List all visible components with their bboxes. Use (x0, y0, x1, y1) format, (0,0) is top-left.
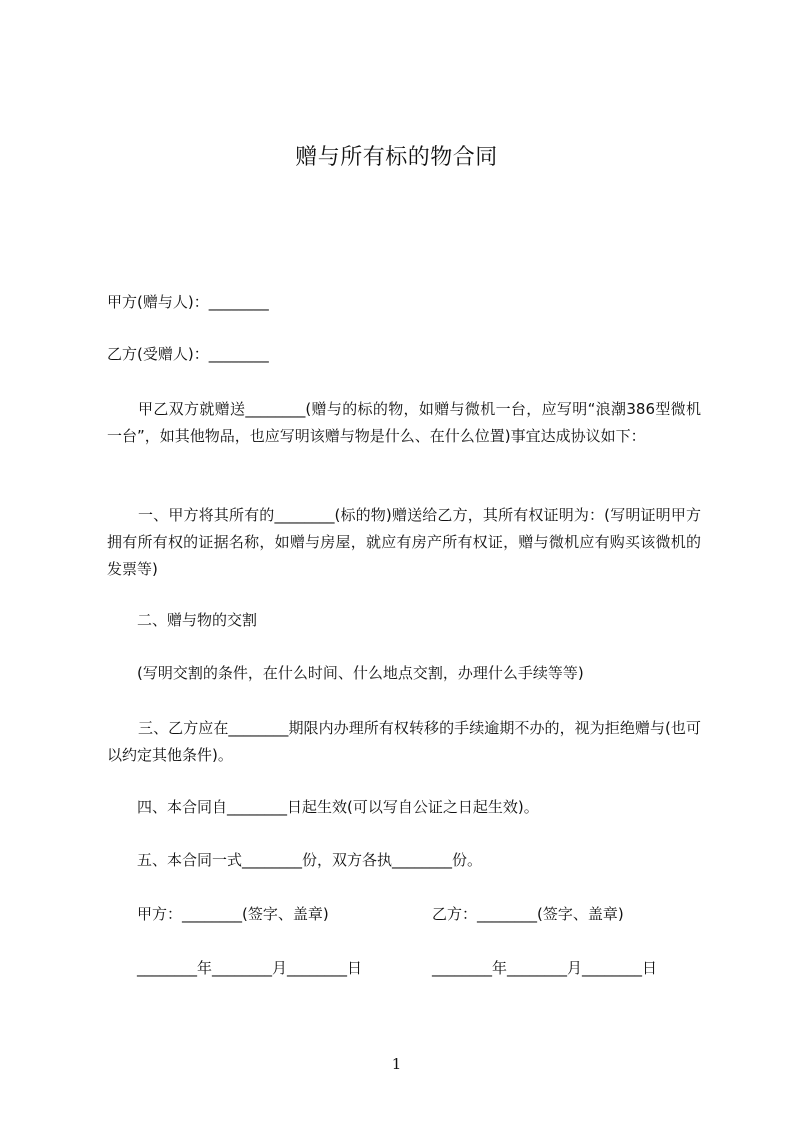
date-party-b: ________年________月________日 (432, 959, 658, 977)
clause-2-heading: 二、赠与物的交割 (137, 611, 258, 629)
intro-paragraph: 甲乙双方就赠送________(赠与的标的物，如赠与微机一台，应写明“浪潮386型微机一台”，如其他物品，也应写明该赠与物是什么、在什么位置)事宜达成协议如下： (107, 400, 701, 445)
page-number: 1 (391, 1055, 402, 1073)
party-b-line: 乙方(受赠人)：________ (107, 345, 269, 363)
clause-3-paragraph: 三、乙方应在________期限内办理所有权转移的手续逾期不办的，视为拒绝赠与(也可以约定其他条件)。 (107, 719, 701, 764)
signature-party-b: 乙方：________(签字、盖章) (432, 905, 624, 923)
document-title: 赠与所有标的物合同 (295, 145, 498, 170)
clause-5-line: 五、本合同一式________份，双方各执________份。 (137, 851, 483, 869)
date-party-a: ________年________月________日 (137, 959, 363, 977)
clause-1-paragraph: 一、甲方将其所有的________(标的物)赠送给乙方，其所有权证明为：(写明证明甲方拥有所有权的证据名称，如赠与房屋，就应有房产所有权证，赠与微机应有购买该微机的发票等) (107, 506, 701, 578)
signature-party-a: 甲方：________(签字、盖章) (137, 905, 329, 923)
clause-2-body: (写明交割的条件，在什么时间、什么地点交割，办理什么手续等等) (137, 664, 584, 682)
clause-4-line: 四、本合同自________日起生效(可以写自公证之日起生效)。 (137, 798, 539, 816)
party-a-line: 甲方(赠与人)：________ (107, 293, 269, 311)
